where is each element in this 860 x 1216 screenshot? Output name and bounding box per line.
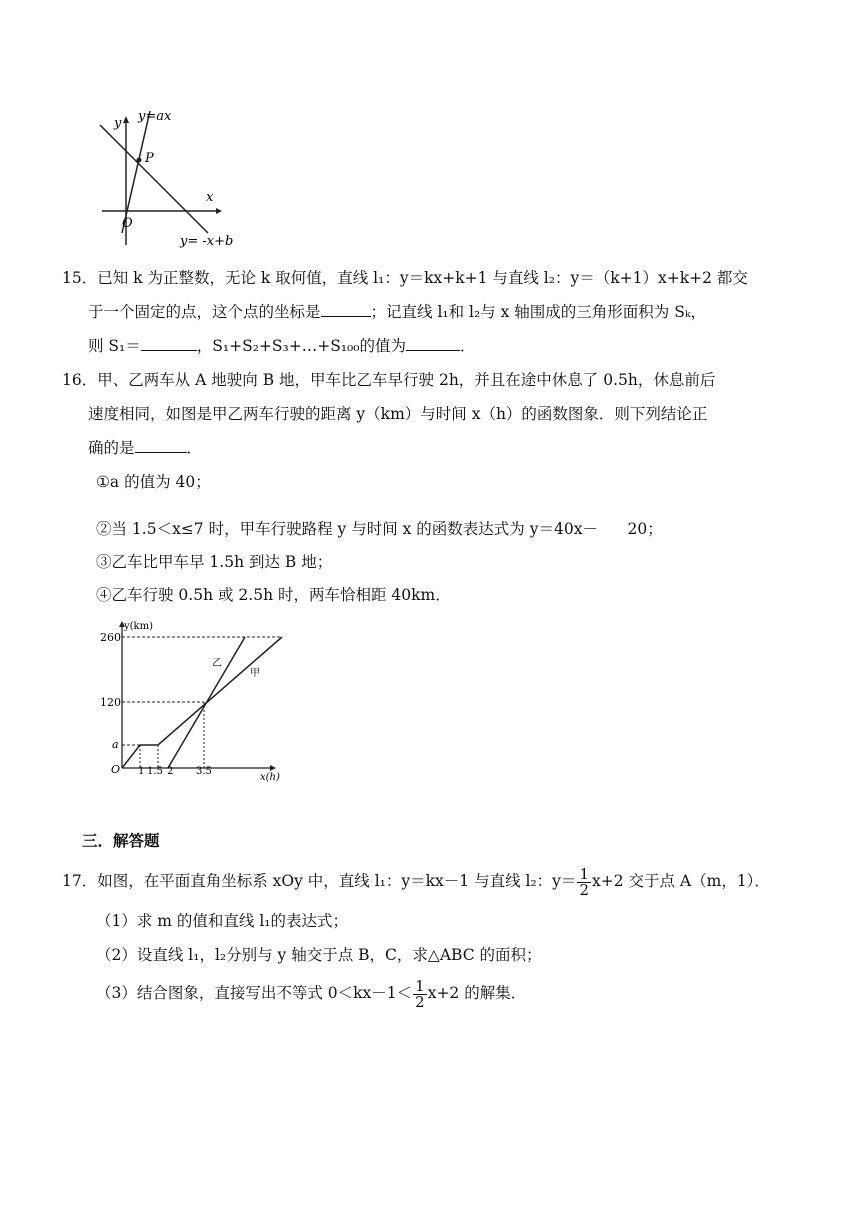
- q16-line3-a: 确的是: [88, 439, 135, 457]
- q16-option-4: ④乙车行驶 0.5h 或 2.5h 时，两车恰相距 40km．: [96, 586, 451, 604]
- q17-stem-a: 如图，在平面直角坐标系 xOy 中，直线 l₁：y＝kx－1 与直线 l₂：y＝: [97, 872, 577, 890]
- q17-fraction-denominator: 2: [579, 880, 589, 899]
- q15-line3-c: ．: [459, 337, 476, 355]
- section-title: 三．解答题: [82, 831, 160, 850]
- fig2-y-tick-a: a: [112, 738, 119, 751]
- fig1-p-label: P: [145, 151, 154, 166]
- q17-fraction: [577, 864, 591, 899]
- q15-answer-blank-1[interactable]: [321, 302, 371, 317]
- fig2-x-axis-label: x(h): [260, 772, 280, 783]
- q16-option-2: ②当 1.5＜x≤7 时，甲车行驶路程 y 与时间 x 的函数表达式为 y＝40x－ 20；: [96, 520, 663, 538]
- q17-fraction-numerator: 1: [579, 864, 589, 883]
- q15-line2-b: ；记直线 l₁和 l₂与 x 轴围成的三角形面积为 Sₖ，: [370, 303, 707, 321]
- fig1-x-label: x: [206, 190, 214, 205]
- fig2-y-axis-label: y(km): [124, 621, 153, 632]
- q15-answer-blank-2[interactable]: [141, 336, 197, 351]
- fig2-line-yi-label: 乙: [212, 658, 222, 669]
- q15-line3-b: ，S₁+S₂+S₃+…+S₁₀₀的值为: [196, 337, 406, 355]
- fig2-y-tick-260: 260: [100, 631, 121, 644]
- fig1-origin-label: O: [122, 216, 133, 231]
- q15-line2-a: 于一个固定的点，这个点的坐标是: [88, 303, 321, 321]
- fig1-line1-label: y=ax: [138, 109, 172, 124]
- q15-answer-blank-3[interactable]: [406, 336, 460, 351]
- fig2-x-tick-1: 1: [138, 766, 145, 777]
- q15-line3-a: 则 S₁＝: [88, 337, 141, 355]
- q16-number: 16．: [62, 371, 98, 389]
- q16-option-3: ③乙车比甲车早 1.5h 到达 B 地；: [96, 553, 333, 571]
- q17-part-3-fraction-numerator: 1: [415, 976, 425, 995]
- figure-lines-intersection: [90, 105, 250, 255]
- q16-answer-blank[interactable]: [135, 438, 187, 453]
- q17-part-3-fraction-denominator: 2: [415, 992, 425, 1011]
- fig2-x-tick-2: 2: [167, 766, 174, 777]
- fig2-line-jia-label: 甲: [250, 668, 260, 679]
- q16-line2: 速度相同，如图是甲乙两车行驶的距离 y（km）与时间 x（h）的函数图象．则下列结论正: [88, 405, 708, 423]
- fig2-x-tick-1-5: 1.5: [147, 766, 163, 777]
- q17-part-3-fraction: [413, 976, 427, 1011]
- q17-number: 17．: [62, 872, 98, 890]
- q15-number: 15．: [62, 269, 98, 287]
- fig2-y-tick-120: 120: [100, 696, 121, 709]
- q17-part-2: （2）设直线 l₁，l₂分别与 y 轴交于点 B，C，求△ABC 的面积；: [96, 946, 542, 964]
- q16-option-1: ①a 的值为 40；: [96, 473, 211, 491]
- q17-part-3-a: （3）结合图象，直接写出不等式 0＜kx－1＜: [96, 984, 413, 1002]
- fig2-origin: O: [111, 763, 121, 776]
- figure-distance-time-graph: [100, 618, 300, 783]
- q17-stem-b: x+2 交于点 A（m，1）．: [591, 872, 770, 890]
- q17-part-3-b: x+2 的解集．: [427, 984, 527, 1002]
- q17-part-1: （1）求 m 的值和直线 l₁的表达式；: [96, 912, 349, 930]
- q15-line1: 已知 k 为正整数，无论 k 取何值，直线 l₁：y＝kx+k+1 与直线 l₂：y＝（k+1）x+k+2 都交: [97, 269, 748, 287]
- q16-line1: 甲、乙两车从 A 地驶向 B 地，甲车比乙车早行驶 2h，并且在途中休息了 0.5h，休息前后: [97, 371, 716, 389]
- q16-line3-b: ．: [186, 439, 203, 457]
- fig1-y-label: y: [114, 116, 122, 131]
- fig2-x-tick-3-5: 3.5: [196, 766, 212, 777]
- fig1-line2-label: y= -x+b: [180, 234, 234, 249]
